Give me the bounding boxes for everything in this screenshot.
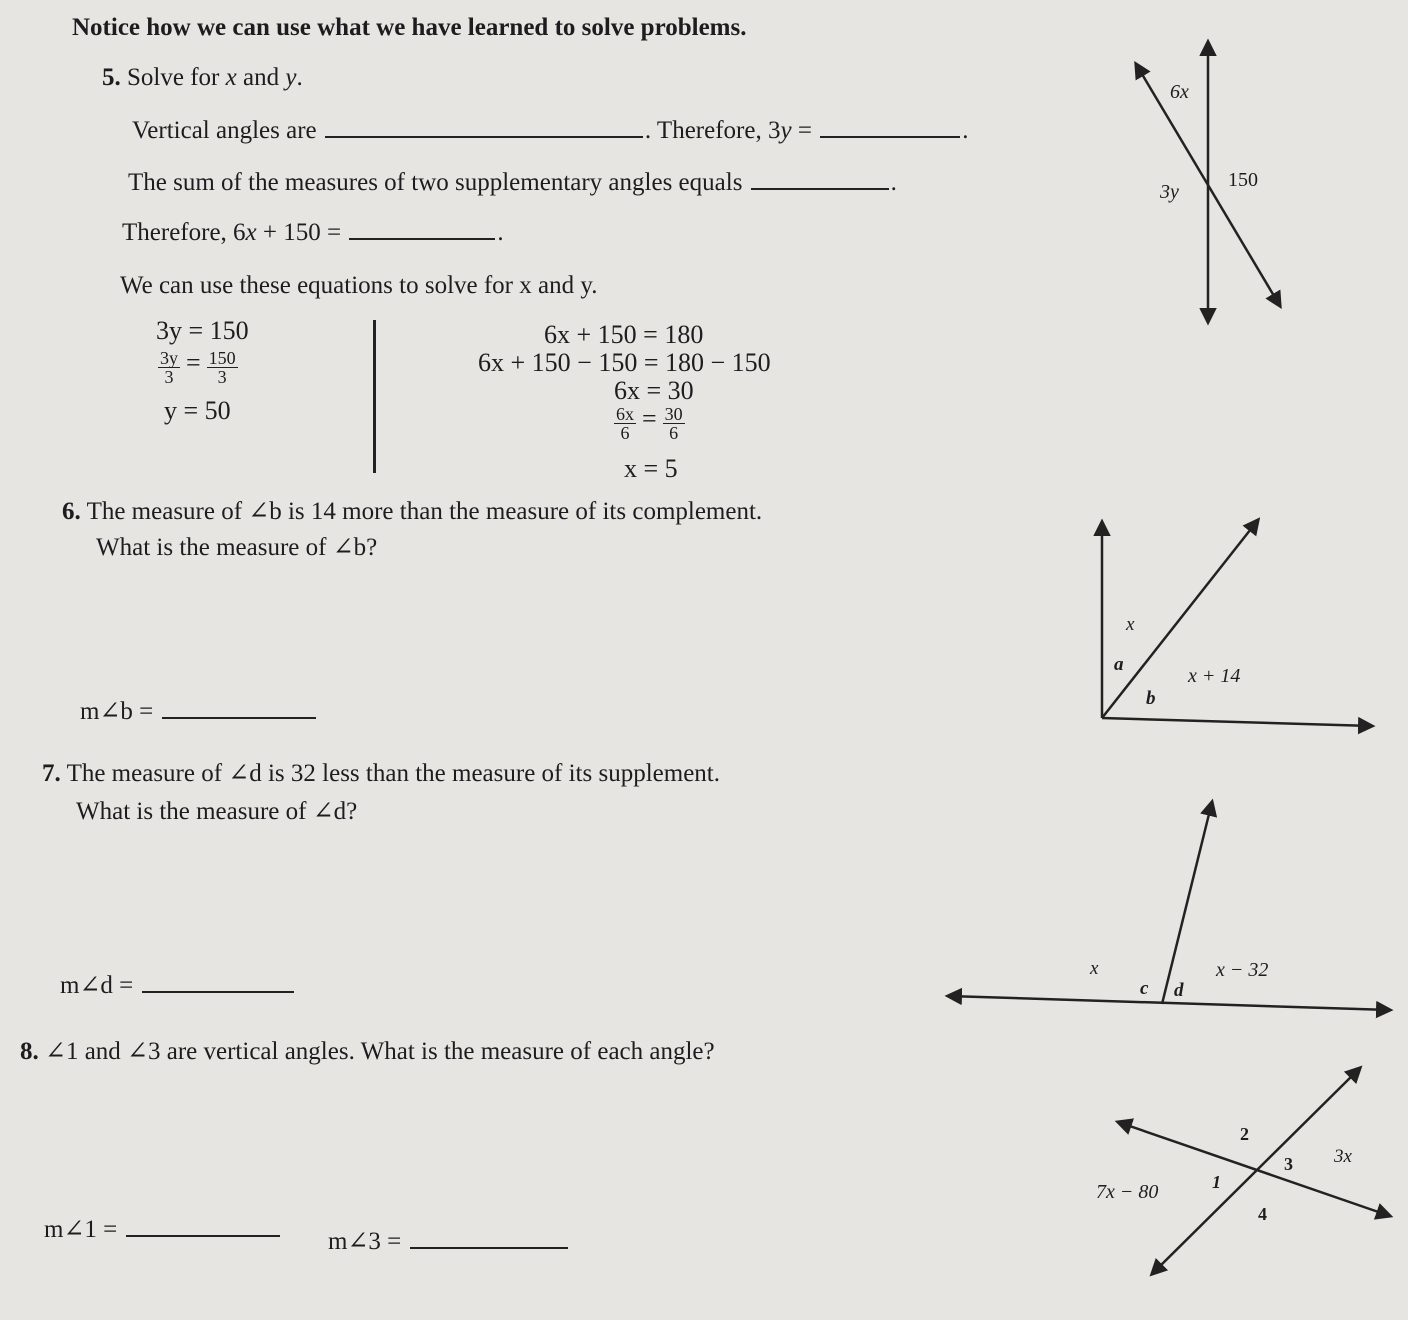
diagram-8-label-3: 3 bbox=[1284, 1154, 1293, 1174]
left-eq-2-sign: = bbox=[186, 348, 201, 377]
problem-7-line-2: What is the measure of ∠d? bbox=[76, 798, 358, 825]
problem-7-text: The measure of ∠d is 32 less than the measure of its supplement. bbox=[66, 760, 720, 787]
left-eq-1: 3y = 150 bbox=[156, 316, 249, 345]
diagram-8-label-3x: 3x bbox=[1334, 1146, 1352, 1167]
m-angle-3-label: m∠3 = bbox=[328, 1228, 402, 1255]
diagram-6-label-x14: x + 14 bbox=[1188, 665, 1241, 687]
prompt-and: and bbox=[236, 64, 286, 91]
intro-heading: Notice how we can use what we have learned to solve problems. bbox=[72, 14, 747, 41]
m-angle-1-label: m∠1 = bbox=[44, 1216, 118, 1243]
problem-6-number: 6. bbox=[62, 498, 81, 525]
diagram-8 bbox=[1096, 1068, 1390, 1274]
problem-5-prompt-text: Solve for bbox=[127, 64, 226, 91]
right-eq-3: 6x = 30 bbox=[614, 376, 694, 405]
line-2-end: . bbox=[890, 169, 897, 196]
right-eq-2: 6x + 150 − 150 = 180 − 150 bbox=[478, 348, 771, 377]
left-frac-2-num: 150 bbox=[208, 347, 236, 368]
plus-150-text: + 150 = bbox=[256, 219, 342, 246]
var-x: x bbox=[225, 64, 237, 91]
diagram-6 bbox=[1102, 520, 1372, 726]
diagram-8-line-a bbox=[1118, 1122, 1390, 1216]
diagram-7 bbox=[948, 802, 1390, 1010]
diagram-6-label-b: b bbox=[1146, 688, 1156, 709]
right-frac-2-num: 30 bbox=[664, 403, 683, 424]
diagram-8-line-b bbox=[1152, 1068, 1360, 1274]
right-frac-1-den: 6 bbox=[620, 422, 630, 443]
diagram-6-label-a: a bbox=[1114, 654, 1124, 675]
line-1-end: . bbox=[962, 117, 969, 144]
diagram-6-horizontal-ray bbox=[1102, 718, 1372, 726]
right-eq-5: x = 5 bbox=[624, 454, 678, 483]
diagram-8-label-7x80: 7x − 80 bbox=[1096, 1181, 1159, 1203]
diagram-7-horizontal-line bbox=[948, 996, 1390, 1010]
diagram-8-label-4: 4 bbox=[1258, 1204, 1267, 1224]
line-3-end: . bbox=[497, 219, 504, 246]
right-frac-1-num: 6x bbox=[616, 403, 634, 424]
diagram-5-label-150: 150 bbox=[1228, 169, 1258, 191]
diagram-5-label-6x: 6x bbox=[1170, 81, 1189, 103]
var-y-2: y bbox=[780, 117, 792, 144]
diagram-7-label-c: c bbox=[1140, 978, 1149, 999]
left-frac-2-den: 3 bbox=[217, 366, 227, 387]
diagram-5 bbox=[1136, 42, 1280, 322]
right-eq-4-sign: = bbox=[642, 404, 657, 433]
problem-7-number: 7. bbox=[42, 760, 61, 787]
diagram-7-label-x32: x − 32 bbox=[1216, 959, 1269, 981]
problem-5-number: 5. bbox=[102, 64, 121, 91]
diagram-6-label-x: x bbox=[1126, 614, 1135, 635]
right-frac-2-den: 6 bbox=[669, 422, 679, 443]
problem-5-line-4: We can use these equations to solve for x and y. bbox=[120, 272, 598, 299]
left-frac-1-den: 3 bbox=[164, 366, 174, 387]
problem-6-text: The measure of ∠b is 14 more than the measure of its complement. bbox=[86, 498, 763, 525]
diagram-8-label-2: 2 bbox=[1240, 1124, 1249, 1144]
m-angle-b-label: m∠b = bbox=[80, 698, 154, 725]
prompt-end: . bbox=[296, 64, 303, 91]
therefore-6x-text: Therefore, 6 bbox=[122, 219, 246, 246]
var-y: y bbox=[285, 64, 297, 91]
problem-6-line-2: What is the measure of ∠b? bbox=[96, 534, 378, 561]
left-frac-1-num: 3y bbox=[160, 347, 178, 368]
supplementary-text: The sum of the measures of two supplementary angles equals bbox=[128, 169, 743, 196]
left-eq-3: y = 50 bbox=[164, 396, 231, 425]
problem-8-number: 8. bbox=[20, 1038, 39, 1065]
problem-8-text: ∠1 and ∠3 are vertical angles. What is the measure of each angle? bbox=[45, 1038, 715, 1065]
therefore-3y-text: . Therefore, 3 bbox=[644, 117, 781, 144]
right-eq-1: 6x + 150 = 180 bbox=[544, 320, 704, 349]
equals-text: = bbox=[791, 117, 812, 144]
diagram-8-label-1: 1 bbox=[1212, 1172, 1221, 1192]
diagram-5-label-3y: 3y bbox=[1160, 181, 1179, 203]
diagram-7-ray bbox=[1162, 802, 1212, 1004]
var-x-2: x bbox=[245, 219, 257, 246]
diagram-7-label-x: x bbox=[1090, 958, 1099, 979]
m-angle-d-label: m∠d = bbox=[60, 972, 134, 999]
vertical-angles-text: Vertical angles are bbox=[132, 117, 317, 144]
diagram-7-label-d: d bbox=[1174, 980, 1184, 1001]
